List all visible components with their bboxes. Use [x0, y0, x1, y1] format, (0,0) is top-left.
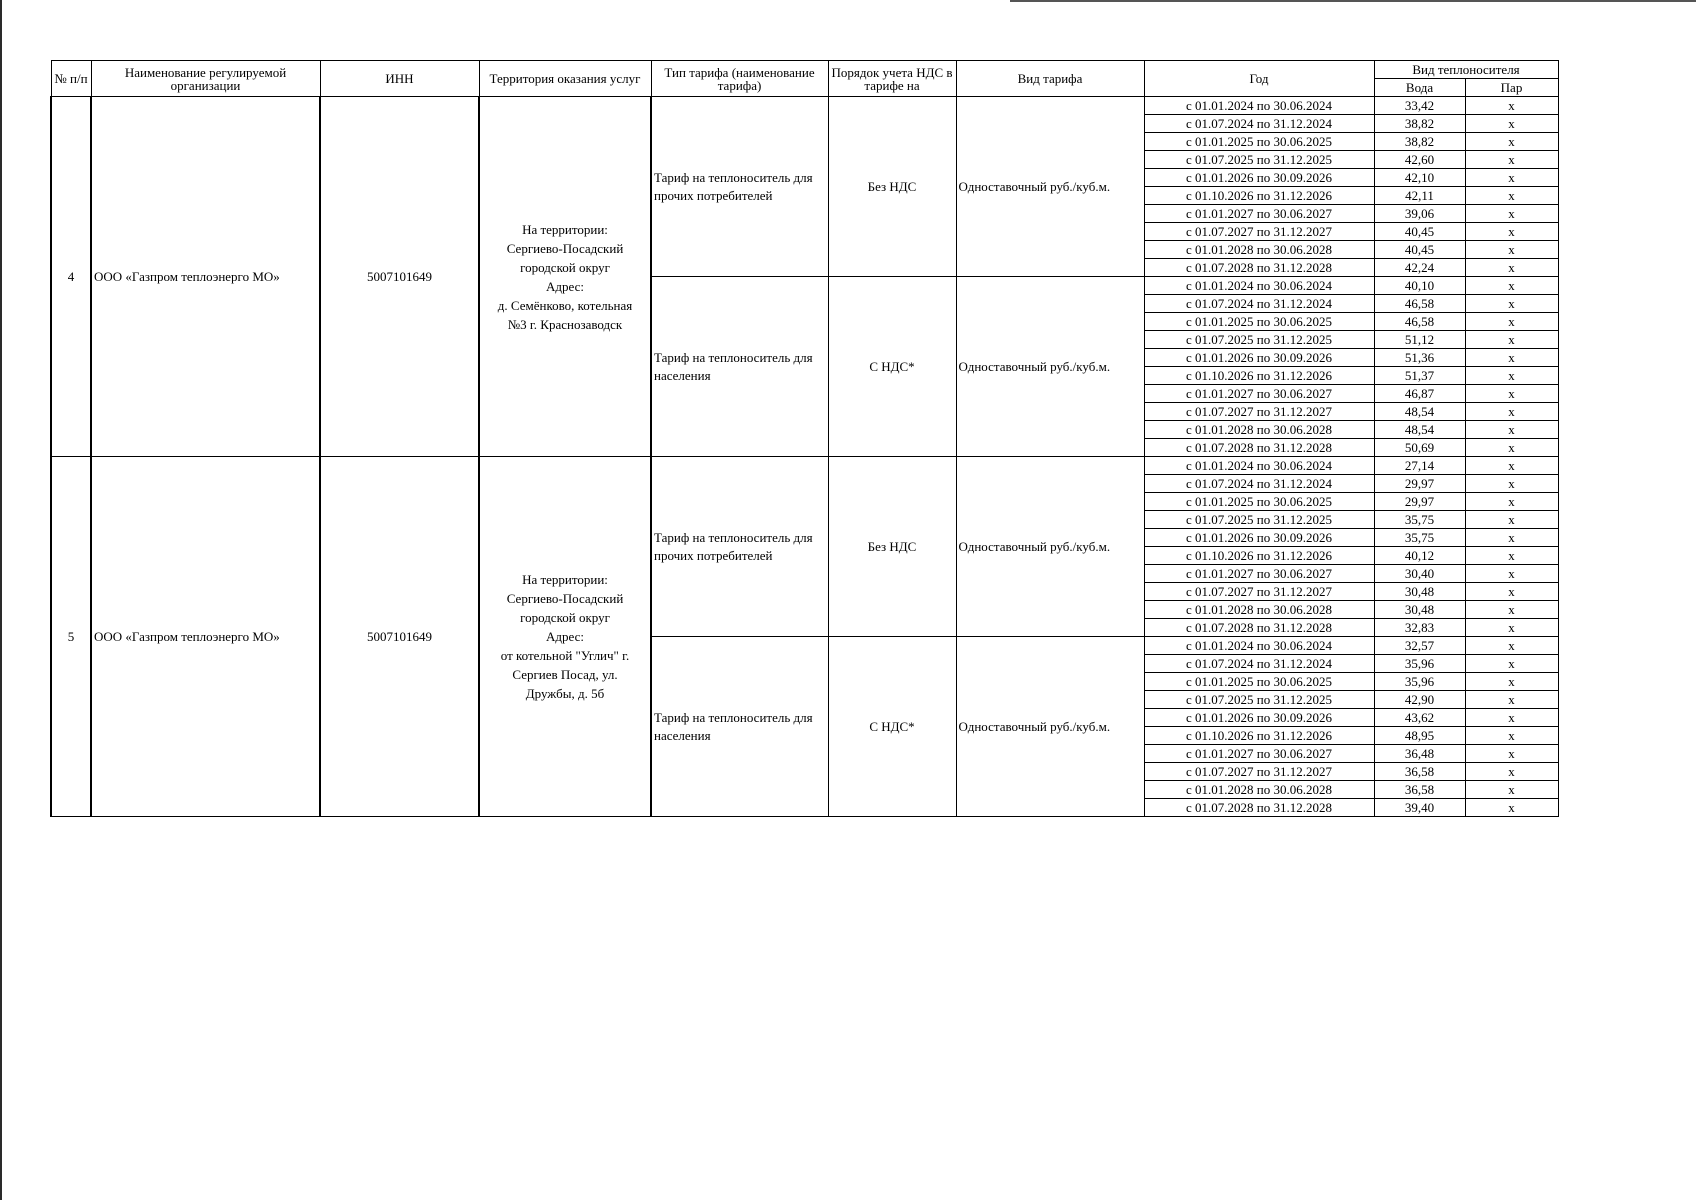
period-cell: с 01.01.2028 по 30.06.2028 [1144, 601, 1374, 619]
water-value: 46,58 [1374, 295, 1465, 313]
water-value: 48,54 [1374, 421, 1465, 439]
steam-value: x [1465, 367, 1558, 385]
steam-value: x [1465, 187, 1558, 205]
steam-value: x [1465, 457, 1558, 475]
header-num: № п/п [51, 61, 91, 97]
water-value: 35,75 [1374, 511, 1465, 529]
tariff-kind: Одноставочный руб./куб.м. [956, 277, 1144, 457]
period-cell: с 01.01.2025 по 30.06.2025 [1144, 133, 1374, 151]
territory-line: д. Семёнково, котельная [497, 297, 633, 313]
period-cell: с 01.10.2026 по 31.12.2026 [1144, 187, 1374, 205]
steam-value: x [1465, 655, 1558, 673]
steam-value: x [1465, 565, 1558, 583]
period-cell: с 01.10.2026 по 31.12.2026 [1144, 367, 1374, 385]
period-cell: с 01.01.2028 по 30.06.2028 [1144, 781, 1374, 799]
steam-value: x [1465, 97, 1558, 115]
territory-line: городской округ [520, 610, 610, 625]
territory-line: Сергиево-Посадский [506, 240, 624, 256]
period-cell: с 01.01.2024 по 30.06.2024 [1144, 457, 1374, 475]
water-value: 42,24 [1374, 259, 1465, 277]
org-name: ООО «Газпром теплоэнерго МО» [91, 97, 320, 457]
period-cell: с 01.07.2025 по 31.12.2025 [1144, 151, 1374, 169]
steam-value: x [1465, 349, 1558, 367]
water-value: 36,58 [1374, 763, 1465, 781]
header-tariff-type: Тип тарифа (наименование тарифа) [651, 61, 828, 97]
period-cell: с 01.01.2026 по 30.09.2026 [1144, 169, 1374, 187]
steam-value: x [1465, 529, 1558, 547]
period-cell: с 01.01.2026 по 30.09.2026 [1144, 349, 1374, 367]
territory-line: Адрес: [546, 278, 584, 294]
water-value: 48,95 [1374, 727, 1465, 745]
period-cell: с 01.10.2026 по 31.12.2026 [1144, 547, 1374, 565]
steam-value: x [1465, 511, 1558, 529]
water-value: 51,37 [1374, 367, 1465, 385]
steam-value: x [1465, 547, 1558, 565]
steam-value: x [1465, 637, 1558, 655]
water-value: 43,62 [1374, 709, 1465, 727]
period-cell: с 01.07.2024 по 31.12.2024 [1144, 115, 1374, 133]
scan-edge-top [1010, 0, 1696, 2]
header-vat-order: Порядок учета НДС в тарифе на [828, 61, 956, 97]
tariff-kind: Одноставочный руб./куб.м. [956, 637, 1144, 817]
steam-value: x [1465, 619, 1558, 637]
org-inn: 5007101649 [320, 457, 479, 817]
period-cell: с 01.01.2024 по 30.06.2024 [1144, 637, 1374, 655]
water-value: 36,58 [1374, 781, 1465, 799]
water-value: 42,90 [1374, 691, 1465, 709]
period-cell: с 01.07.2027 по 31.12.2027 [1144, 763, 1374, 781]
territory-line: Сергиево-Посадский [506, 591, 624, 606]
steam-value: x [1465, 151, 1558, 169]
steam-value: x [1465, 169, 1558, 187]
period-cell: с 01.01.2027 по 30.06.2027 [1144, 565, 1374, 583]
header-steam: Пар [1465, 79, 1558, 97]
steam-value: x [1465, 709, 1558, 727]
org-name: ООО «Газпром теплоэнерго МО» [91, 457, 320, 817]
org-territory [479, 97, 651, 457]
steam-value: x [1465, 421, 1558, 439]
water-value: 27,14 [1374, 457, 1465, 475]
steam-value: x [1465, 277, 1558, 295]
org-territory [479, 457, 651, 817]
steam-value: x [1465, 673, 1558, 691]
header-year: Год [1144, 61, 1374, 97]
territory-line: городской округ [520, 259, 610, 275]
steam-value: x [1465, 781, 1558, 799]
water-value: 32,83 [1374, 619, 1465, 637]
tariff-type: Тариф на теплоноситель для населения [651, 637, 828, 817]
territory-line: На территории: [522, 572, 608, 587]
tariff-kind: Одноставочный руб./куб.м. [956, 97, 1144, 277]
steam-value: x [1465, 691, 1558, 709]
period-cell: с 01.07.2025 по 31.12.2025 [1144, 511, 1374, 529]
water-value: 50,69 [1374, 439, 1465, 457]
organization-group [51, 97, 1558, 457]
table-row [51, 97, 1558, 115]
water-value: 46,87 [1374, 385, 1465, 403]
period-cell: с 01.07.2024 по 31.12.2024 [1144, 295, 1374, 313]
tariff-type: Тариф на теплоноситель для прочих потребителей [651, 457, 828, 637]
territory-line: №3 г. Краснозаводск [507, 316, 623, 332]
tariff-table [50, 60, 1559, 817]
steam-value: x [1465, 331, 1558, 349]
water-value: 42,11 [1374, 187, 1465, 205]
water-value: 35,96 [1374, 673, 1465, 691]
water-value: 40,10 [1374, 277, 1465, 295]
period-cell: с 01.07.2025 по 31.12.2025 [1144, 331, 1374, 349]
header-territory: Территория оказания услуг [479, 61, 651, 97]
steam-value: x [1465, 727, 1558, 745]
steam-value: x [1465, 601, 1558, 619]
water-value: 42,10 [1374, 169, 1465, 187]
water-value: 35,75 [1374, 529, 1465, 547]
header-water: Вода [1374, 79, 1465, 97]
territory-line: Дружбы, д. 5б [525, 686, 605, 701]
steam-value: x [1465, 313, 1558, 331]
period-cell: с 01.07.2028 по 31.12.2028 [1144, 439, 1374, 457]
header-inn: ИНН [320, 61, 479, 97]
period-cell: с 01.01.2025 по 30.06.2025 [1144, 493, 1374, 511]
steam-value: x [1465, 115, 1558, 133]
water-value: 46,58 [1374, 313, 1465, 331]
territory-line: Сергиев Посад, ул. [512, 667, 618, 682]
water-value: 39,06 [1374, 205, 1465, 223]
period-cell: с 01.07.2027 по 31.12.2027 [1144, 403, 1374, 421]
steam-value: x [1465, 385, 1558, 403]
period-cell: с 01.07.2028 по 31.12.2028 [1144, 259, 1374, 277]
period-cell: с 01.01.2024 по 30.06.2024 [1144, 277, 1374, 295]
period-cell: с 01.01.2028 по 30.06.2028 [1144, 241, 1374, 259]
period-cell: с 01.07.2027 по 31.12.2027 [1144, 223, 1374, 241]
water-value: 48,54 [1374, 403, 1465, 421]
vat-order: С НДС* [828, 277, 956, 457]
period-cell: с 01.01.2025 по 30.06.2025 [1144, 313, 1374, 331]
steam-value: x [1465, 223, 1558, 241]
period-cell: с 01.01.2026 по 30.09.2026 [1144, 709, 1374, 727]
steam-value: x [1465, 403, 1558, 421]
period-cell: с 01.07.2024 по 31.12.2024 [1144, 475, 1374, 493]
organization-group [51, 457, 1558, 817]
water-value: 39,40 [1374, 799, 1465, 817]
vat-order: С НДС* [828, 637, 956, 817]
org-inn: 5007101649 [320, 97, 479, 457]
period-cell: с 01.01.2024 по 30.06.2024 [1144, 97, 1374, 115]
steam-value: x [1465, 493, 1558, 511]
water-value: 35,96 [1374, 655, 1465, 673]
steam-value: x [1465, 799, 1558, 817]
org-number: 4 [51, 97, 91, 457]
period-cell: с 01.01.2027 по 30.06.2027 [1144, 205, 1374, 223]
water-value: 36,48 [1374, 745, 1465, 763]
steam-value: x [1465, 763, 1558, 781]
period-cell: с 01.10.2026 по 31.12.2026 [1144, 727, 1374, 745]
steam-value: x [1465, 205, 1558, 223]
steam-value: x [1465, 259, 1558, 277]
territory-line: от котельной "Углич" г. [500, 648, 630, 663]
period-cell: с 01.07.2027 по 31.12.2027 [1144, 583, 1374, 601]
period-cell: с 01.07.2028 по 31.12.2028 [1144, 799, 1374, 817]
header-name: Наименование регулируемой организации [91, 61, 320, 97]
water-value: 40,45 [1374, 223, 1465, 241]
water-value: 29,97 [1374, 493, 1465, 511]
vat-order: Без НДС [828, 457, 956, 637]
scan-edge-left [0, 0, 2, 1200]
period-cell: с 01.01.2027 по 30.06.2027 [1144, 385, 1374, 403]
table-row [51, 457, 1558, 475]
period-cell: с 01.07.2028 по 31.12.2028 [1144, 619, 1374, 637]
period-cell: с 01.07.2024 по 31.12.2024 [1144, 655, 1374, 673]
steam-value: x [1465, 475, 1558, 493]
period-cell: с 01.07.2025 по 31.12.2025 [1144, 691, 1374, 709]
water-value: 40,12 [1374, 547, 1465, 565]
water-value: 51,36 [1374, 349, 1465, 367]
header-tariff-kind: Вид тарифа [956, 61, 1144, 97]
steam-value: x [1465, 745, 1558, 763]
water-value: 30,40 [1374, 565, 1465, 583]
territory-line: На территории: [522, 221, 608, 237]
period-cell: с 01.01.2026 по 30.09.2026 [1144, 529, 1374, 547]
tariff-kind: Одноставочный руб./куб.м. [956, 457, 1144, 637]
water-value: 30,48 [1374, 601, 1465, 619]
water-value: 30,48 [1374, 583, 1465, 601]
water-value: 40,45 [1374, 241, 1465, 259]
water-value: 38,82 [1374, 133, 1465, 151]
tariff-type: Тариф на теплоноситель для прочих потребителей [651, 97, 828, 277]
steam-value: x [1465, 295, 1558, 313]
header-carrier: Вид теплоносителя [1374, 61, 1558, 79]
org-number: 5 [51, 457, 91, 817]
table-header [51, 61, 1558, 97]
period-cell: с 01.01.2027 по 30.06.2027 [1144, 745, 1374, 763]
territory-line: Адрес: [546, 629, 584, 644]
steam-value: x [1465, 241, 1558, 259]
vat-order: Без НДС [828, 97, 956, 277]
period-cell: с 01.01.2028 по 30.06.2028 [1144, 421, 1374, 439]
water-value: 32,57 [1374, 637, 1465, 655]
water-value: 51,12 [1374, 331, 1465, 349]
water-value: 33,42 [1374, 97, 1465, 115]
tariff-type: Тариф на теплоноситель для населения [651, 277, 828, 457]
steam-value: x [1465, 583, 1558, 601]
water-value: 29,97 [1374, 475, 1465, 493]
period-cell: с 01.01.2025 по 30.06.2025 [1144, 673, 1374, 691]
steam-value: x [1465, 133, 1558, 151]
water-value: 38,82 [1374, 115, 1465, 133]
steam-value: x [1465, 439, 1558, 457]
water-value: 42,60 [1374, 151, 1465, 169]
